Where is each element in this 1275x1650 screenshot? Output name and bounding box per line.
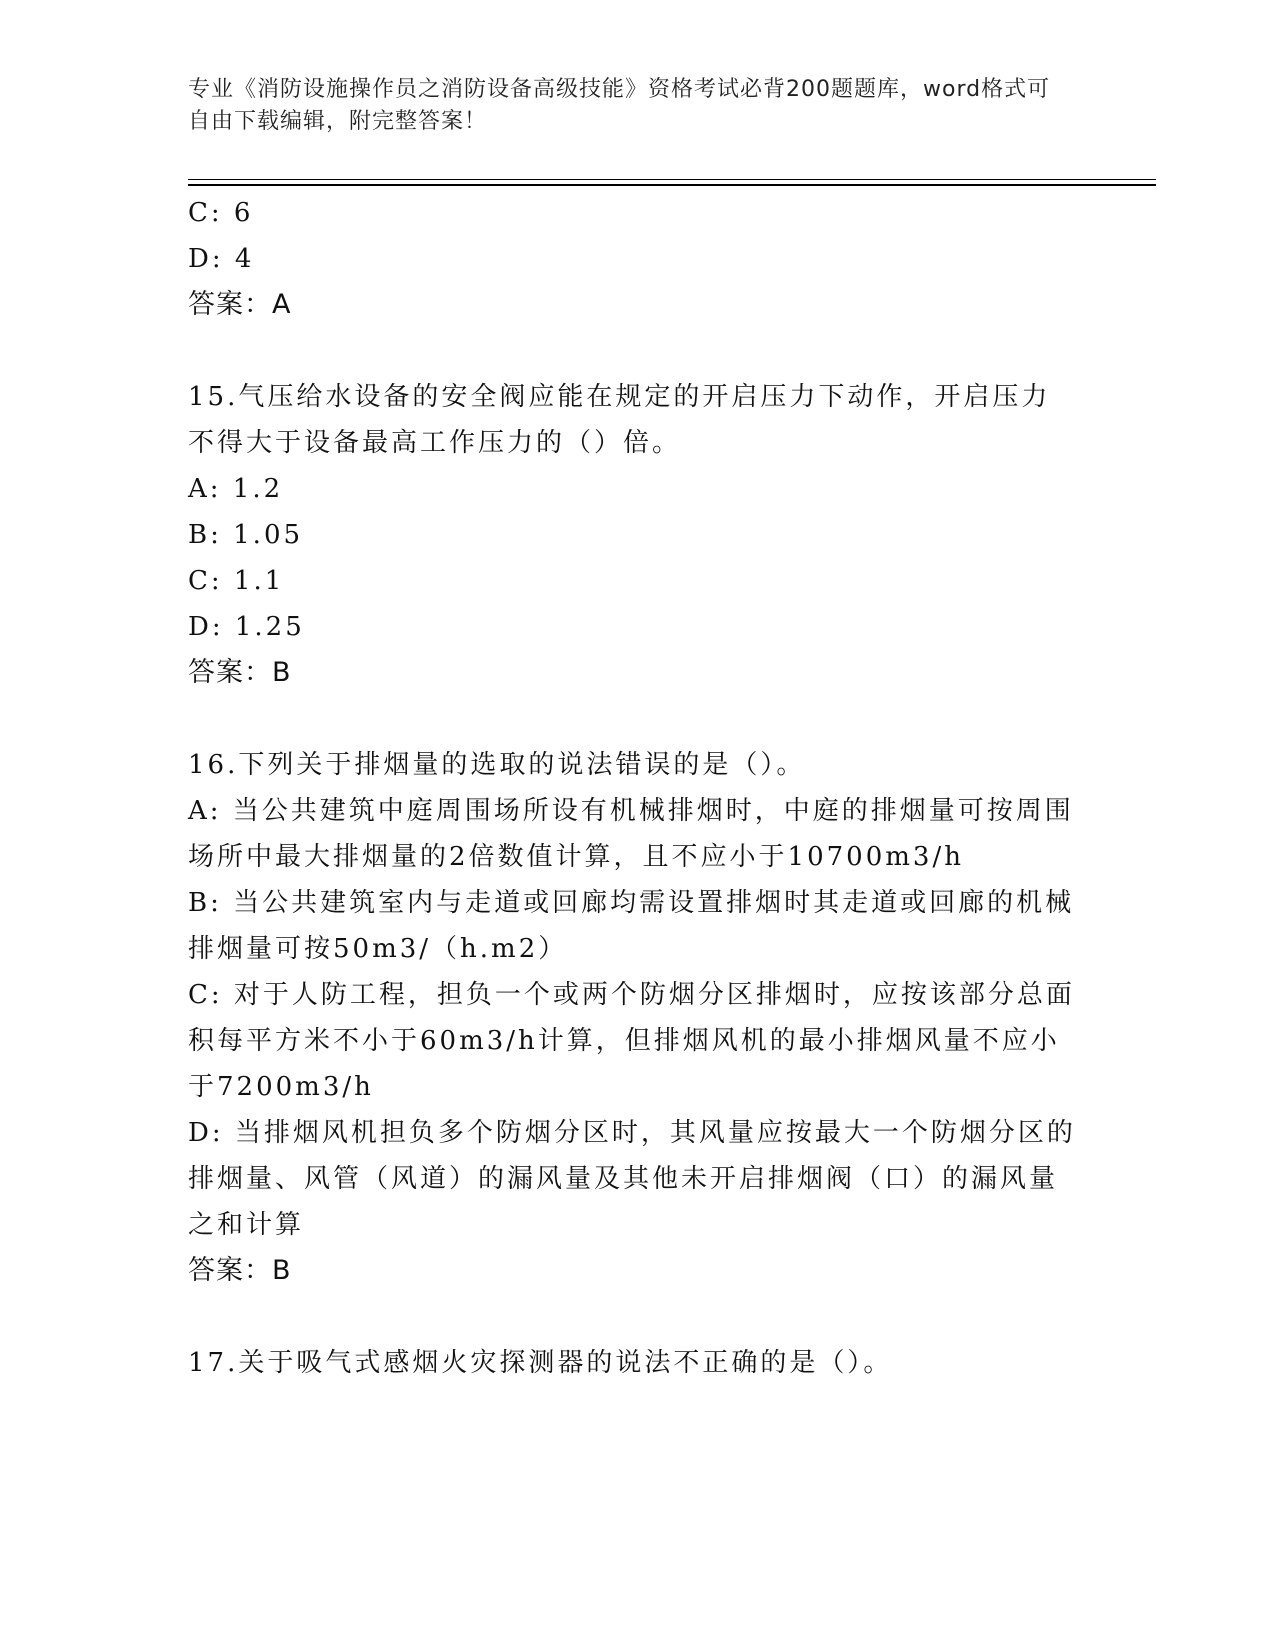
option-a: A: 当公共建筑中庭周围场所设有机械排烟时，中庭的排烟量可按周围场所中最大排烟量的2倍数值计算，且不应小于10700m3/h — [188, 796, 1074, 872]
answer-line: 答案：B — [188, 657, 292, 688]
option-d: D: 1.25 — [188, 612, 305, 642]
header-rule-thin — [188, 179, 1156, 180]
option-a: A: 1.2 — [188, 474, 284, 504]
header-rule-thick — [188, 184, 1156, 186]
question-16 — [188, 742, 1078, 1294]
answer-line: 答案：A — [188, 289, 292, 320]
question-stem: 15.气压给水设备的安全阀应能在规定的开启压力下动作，开启压力不得大于设备最高工作压力的（）倍。 — [188, 382, 1051, 458]
question-14-tail — [188, 190, 1078, 328]
document-body — [188, 190, 1078, 1386]
option-b: B: 当公共建筑室内与走道或回廊均需设置排烟时其走道或回廊的机械排烟量可按50m3/（h.m2） — [188, 888, 1075, 964]
question-stem: 17.关于吸气式感烟火灾探测器的说法不正确的是（）。 — [188, 1348, 893, 1378]
option-d: D: 4 — [188, 244, 255, 274]
option-c: C: 1.1 — [188, 566, 285, 596]
option-b: B: 1.05 — [188, 520, 304, 550]
option-c: C: 6 — [188, 198, 254, 228]
question-15 — [188, 374, 1078, 696]
question-17 — [188, 1340, 1078, 1386]
question-stem: 16.下列关于排烟量的选取的说法错误的是（）。 — [188, 750, 806, 780]
option-c: C: 对于人防工程，担负一个或两个防烟分区排烟时，应按该部分总面积每平方米不小于60m3/h计算，但排烟风机的最小排烟风量不应小于7200m3/h — [188, 980, 1075, 1102]
document-header — [188, 74, 1068, 138]
answer-line: 答案：B — [188, 1255, 292, 1286]
option-d: D: 当排烟风机担负多个防烟分区时，其风量应按最大一个防烟分区的排烟量、风管（风道）的漏风量及其他未开启排烟阀（口）的漏风量之和计算 — [188, 1118, 1076, 1240]
header-text: 专业《消防设施操作员之消防设备高级技能》资格考试必背200题题库，word格式可自由下载编辑，附完整答案！ — [188, 77, 1051, 134]
